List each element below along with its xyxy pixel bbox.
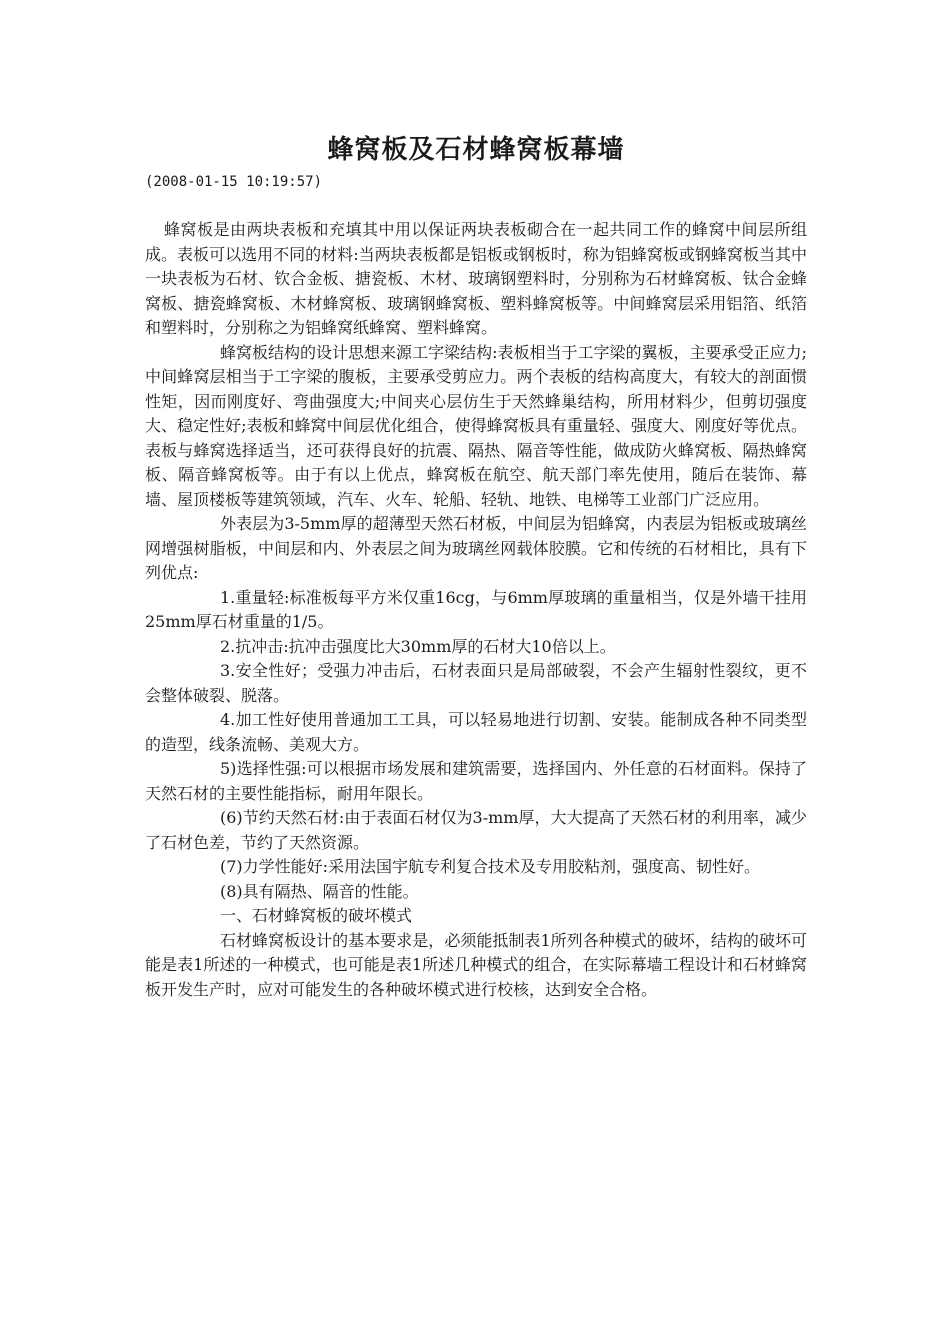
paragraph-intro: 蜂窝板是由两块表板和充填其中用以保证两块表板砌合在一起共同工作的蜂窝中间层所组成。表板可以选用不同的材料:当两块表板都是铝板或钢板时，称为铝蜂窝板或钢蜂窝板当其中一块表板为石材、钦合金板、搪瓷板、木材、玻璃钢塑料时，分别称为石材蜂窝板、钛合金蜂窝板、搪瓷蜂窝板、木材蜂窝板、玻璃钢蜂窝板、塑料蜂窝板等。中间蜂窝层采用铝箔、纸箔和塑料时，分别称之为铝蜂窝纸蜂窝、塑料蜂窝。 [145,220,807,337]
advantage-item-4: 4.加工性好使用普通加工工具，可以轻易地进行切割、安装。能制成各种不同类型的造型，线条流畅、美观大方。 [145,710,807,754]
document-page [145,130,807,1002]
advantage-item-8: (8)具有隔热、隔音的性能。 [220,881,419,901]
document-title: 蜂窝板及石材蜂窝板幕墙 [327,135,625,165]
publish-timestamp: (2008-01-15 10:19:57) [145,174,323,190]
advantage-item-1: 1.重量轻:标准板每平方米仅重16cg，与6mm厚玻璃的重量相当，仅是外墙干挂用25mm厚石材重量的1/5。 [145,587,807,631]
advantage-item-6: (6)节约天然石材:由于表面石材仅为3-mm厚，大大提高了天然石材的利用率，减少了石材色差，节约了天然资源。 [145,808,807,852]
advantage-item-2: 2.抗冲击:抗冲击强度比大30mm厚的石材大10倍以上。 [220,636,616,656]
advantage-item-7: (7)力学性能好:采用法国宇航专利复合技术及专用胶粘剂，强度高、韧性好。 [220,857,761,876]
paragraph-structure: 蜂窝板结构的设计思想来源工字梁结构:表板相当于工字梁的翼板，主要承受正应力;中间蜂窝层相当于工字梁的腹板，主要承受剪应力。两个表板的结构高度大，有较大的剖面惯性矩，因而刚度好、弯曲强度大;中间夹心层仿生于天然蜂巢结构，所用材料少，但剪切强度大、稳定性好;表板和蜂窝中间层优化组合，使得蜂窝板具有重量轻、强度大、刚度好等优点。表板与蜂窝选择适当，还可获得良好的抗震、隔热、隔音等性能，做成防火蜂窝板、隔热蜂窝板、隔音蜂窝板等。由于有以上优点，蜂窝板在航空、航天部门率先使用，随后在装饰、幕墙、屋顶楼板等建筑领域，汽车、火车、轮船、轻轨、地铁、电梯等工业部门广泛应用。 [145,342,807,509]
paragraph-failure-modes: 石材蜂窝板设计的基本要求是，必须能抵制表1所列各种模式的破坏，结构的破坏可能是表1所述的一种模式，也可能是表1所述几种模式的组合，在实际幕墙工程设计和石材蜂窝板开发生产时，应对可能发生的各种破坏模式进行校核，达到安全合格。 [145,930,807,999]
section-heading-failure-modes: 一、石材蜂窝板的破坏模式 [220,906,413,925]
advantage-item-5: 5)选择性强:可以根据市场发展和建筑需要，选择国内、外任意的石材面料。保持了天然石材的主要性能指标，耐用年限长。 [145,759,807,803]
advantage-item-3: 3.安全性好；受强力冲击后，石材表面只是局部破裂，不会产生辐射性裂纹，更不会整体破裂、脱落。 [145,661,807,705]
paragraph-stone-layers: 外表层为3-5mm厚的超薄型天然石材板，中间层为铝蜂窝，内表层为铝板或玻璃丝网增强树脂板，中间层和内、外表层之间为玻璃丝网载体胶膜。它和传统的石材相比，具有下列优点: [145,514,807,582]
